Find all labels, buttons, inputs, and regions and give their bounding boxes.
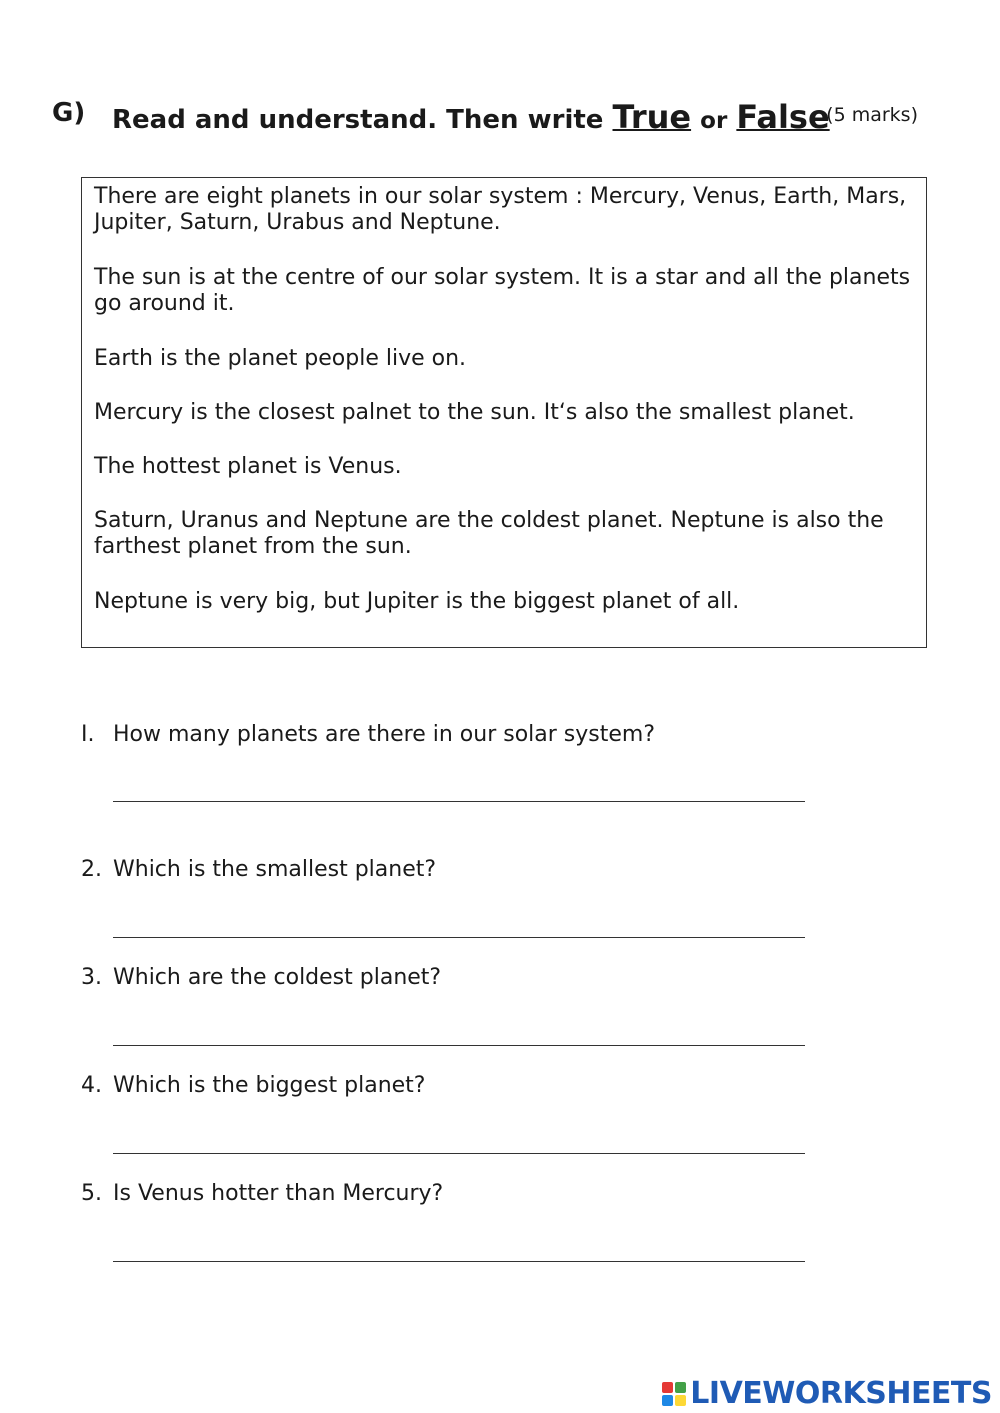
liveworksheets-brand	[662, 1376, 992, 1411]
passage-paragraph: Saturn, Uranus and Neptune are the coldest planet. Neptune is also the farthest planet from the sun.	[94, 508, 884, 559]
question-number: 5.	[81, 1181, 102, 1206]
passage-paragraph: The hottest planet is Venus.	[94, 454, 402, 479]
answer-field-2[interactable]	[113, 911, 805, 938]
question-text: Which are the coldest planet?	[113, 965, 442, 990]
passage-paragraph: There are eight planets in our solar system : Mercury, Venus, Earth, Mars, Jupiter, Saturn, Urabus and Neptune.	[94, 184, 907, 235]
question-5	[81, 1181, 443, 1206]
brand-logo-icon	[662, 1382, 686, 1406]
answer-field-5[interactable]	[113, 1235, 805, 1262]
or-word: or	[700, 108, 728, 134]
false-word: False	[736, 98, 830, 136]
section-letter: G)	[52, 98, 86, 128]
answer-field-1[interactable]	[113, 775, 805, 802]
answer-field-3[interactable]	[113, 1019, 805, 1046]
passage-paragraph: Neptune is very big, but Jupiter is the biggest planet of all.	[94, 589, 740, 614]
brand-logo-square	[662, 1382, 673, 1393]
section-header	[52, 88, 932, 136]
passage-paragraph: The sun is at the centre of our solar system. It is a star and all the planets go around it.	[94, 265, 911, 316]
marks-label: (5 marks)	[826, 104, 918, 126]
instruction-text	[112, 98, 830, 136]
question-3	[81, 965, 441, 990]
brand-text: LIVEWORKSHEETS	[690, 1376, 992, 1411]
instruction-prefix: Read and understand. Then write	[112, 105, 604, 135]
brand-logo-square	[662, 1395, 673, 1406]
question-number: 4.	[81, 1073, 102, 1098]
question-number: 2.	[81, 857, 102, 882]
brand-logo-square	[675, 1382, 686, 1393]
true-word: True	[612, 98, 692, 136]
passage-paragraph: Earth is the planet people live on.	[94, 346, 467, 371]
question-1	[81, 722, 655, 747]
question-text: Which is the smallest planet?	[113, 857, 437, 882]
question-text: Which is the biggest planet?	[113, 1073, 426, 1098]
question-4	[81, 1073, 425, 1098]
question-number: 3.	[81, 965, 102, 990]
answer-field-4[interactable]	[113, 1127, 805, 1154]
question-text: How many planets are there in our solar system?	[113, 722, 655, 747]
brand-logo-square	[675, 1395, 686, 1406]
passage-paragraph: Mercury is the closest palnet to the sun. It‘s also the smallest planet.	[94, 400, 855, 425]
reading-passage	[81, 177, 927, 648]
question-2	[81, 857, 436, 882]
question-number: I.	[81, 722, 95, 747]
question-text: Is Venus hotter than Mercury?	[113, 1181, 444, 1206]
